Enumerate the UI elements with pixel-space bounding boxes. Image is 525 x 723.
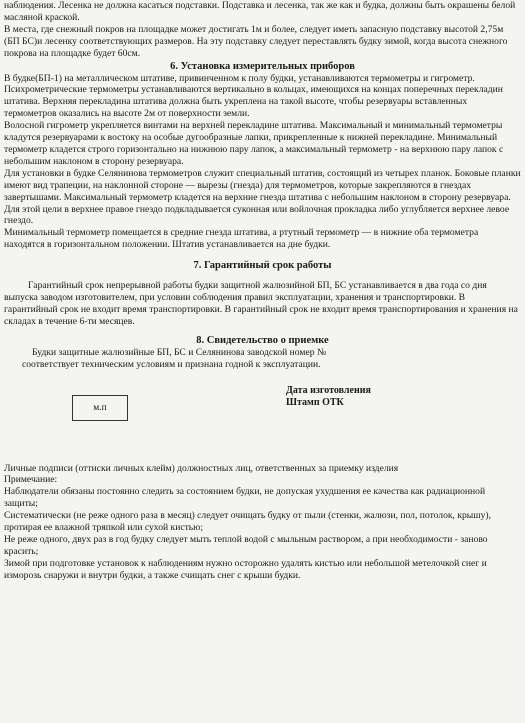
- paragraph-warranty: Гарантийный срок непрерывной работы будки защитной жалюзийной БП, БС устанавливается в два года со дня выпуска заводом изготовителем, при условии соблюдения правил эксплуатации, хранения и транспортировки. В гарантийный срок не входит время транспортировки. В гарантийный срок не входит время транспортирования и хранения на складах в течение 6-ти месяцев.: [4, 280, 518, 327]
- signatures-line: Личные подписи (оттиски личных клейм) должностных лиц, ответственных за приемку изделия: [4, 462, 399, 474]
- notes-heading: Примечание:: [4, 474, 58, 486]
- paragraph-bp1-tripod: В будке(БП-1) на металлическом штативе, привинченном к полу будки, устанавливаются термометры и гигрометр. Психрометрические термометры устанавливаются вертикально в кольцах, имеющихся на концах поперечных перекладин штатива. Верхняя перекладина штатива должна быть укреплена на такой высоте, чтобы резервуары вставленных термометров оказались на высоте 2м от поверхности земли.: [4, 72, 503, 120]
- paragraph-selyaninov-tripod: Для установки в будке Селянинова термометров служит специальный штатив, состоящий из четырех планок. Боковые планки имеют вид трапеции, на наклонной стороне — вырезы (гнезда) для термометров, которые закрепляются в гнездах завертышами. Максимальный термометр кладется на верхние гнезда штатива с небольшим наклоном в сторону резервуара. Для этой цели в верхнее правое гнездо подкладывается суконная или войлочная прокладка либо углубляется верхнее левое гнездо.: [4, 167, 521, 227]
- note-item: Не реже одного, двух раз в год будку следует мыть теплой водой с мыльным раствором, а при необходимости - заново красить;: [4, 534, 488, 557]
- paragraph-minimum-thermometer: Минимальный термометр помещается в средние гнезда штатива, а ртутный термометр — в нижние оба термометра находятся в горизонтальном положении. Штатив устанавливается на дне будки.: [4, 227, 479, 251]
- acceptance-line-2: соответствует техническим условиям и признана годной к эксплуатации.: [22, 358, 321, 370]
- manufacture-stamp-block: [286, 385, 371, 409]
- warranty-block: [4, 280, 521, 328]
- section-6-title: 6. Установка измерительных приборов: [170, 60, 355, 72]
- paragraph-stand-painting: наблюдения. Лесенка не должна касаться подставки. Подставка и лесенка, так же как и будка, должны быть окрашены белой масляной краской.: [4, 0, 516, 23]
- acceptance-stamp-row: [4, 381, 521, 439]
- paragraph-spare-stand: В места, где снежный покров на площадке может достигать 1м и более, следует иметь запасную подставку высотой 2,75м (БП БС)и лесенку соответствующих размеров. На эту подставку следует переставлять будку зимой, когда высота снежного покрова на площадке будет 60см.: [4, 23, 508, 59]
- note-item: Систематически (не реже одного раза в месяц) следует очищать будку от пыли (стенки, жалюзи, пол, потолок, крышу), протирая ее влажной тряпкой или сухой кистью;: [4, 510, 492, 534]
- manufacture-date-label: Дата изготовления: [286, 384, 371, 396]
- qc-stamp-label: Штамп ОТК: [286, 396, 344, 408]
- section-8-title: 8. Свидетельство о приемке: [196, 334, 329, 346]
- note-item: Зимой при подготовке установок к наблюдениям нужно осторожно удалять кистью или небольшой метелочкой снег и изморозь снаружи и внутри будки, а также счищать снег с крыши будки.: [4, 557, 487, 581]
- acceptance-line-1: Будки защитные жалюзийные БП, БС и Селянинова заводской номер №: [32, 346, 327, 358]
- paragraph-hygrometer: Волосной гигрометр укрепляется винтами на верхней перекладине штатива. Максимальный и минимальный термометры кладутся резервуарами к востоку на особые дугообразные лапки, прикрепленные к нижней перекладине. Минимальный термометр кладется строго горизонтально на нижнюю пару лапок, а максимальный термометр - на верхнюю пару лапок с небольшим наклоном в сторону резервуара.: [4, 120, 504, 167]
- note-item: Наблюдатели обязаны постоянно следить за состоянием будки, не допуская ухудшения ее качества как радиационной защиты;: [4, 486, 486, 510]
- seal-place-box: м.п: [72, 395, 128, 421]
- section-7-title: 7. Гарантийный срок работы: [193, 260, 332, 272]
